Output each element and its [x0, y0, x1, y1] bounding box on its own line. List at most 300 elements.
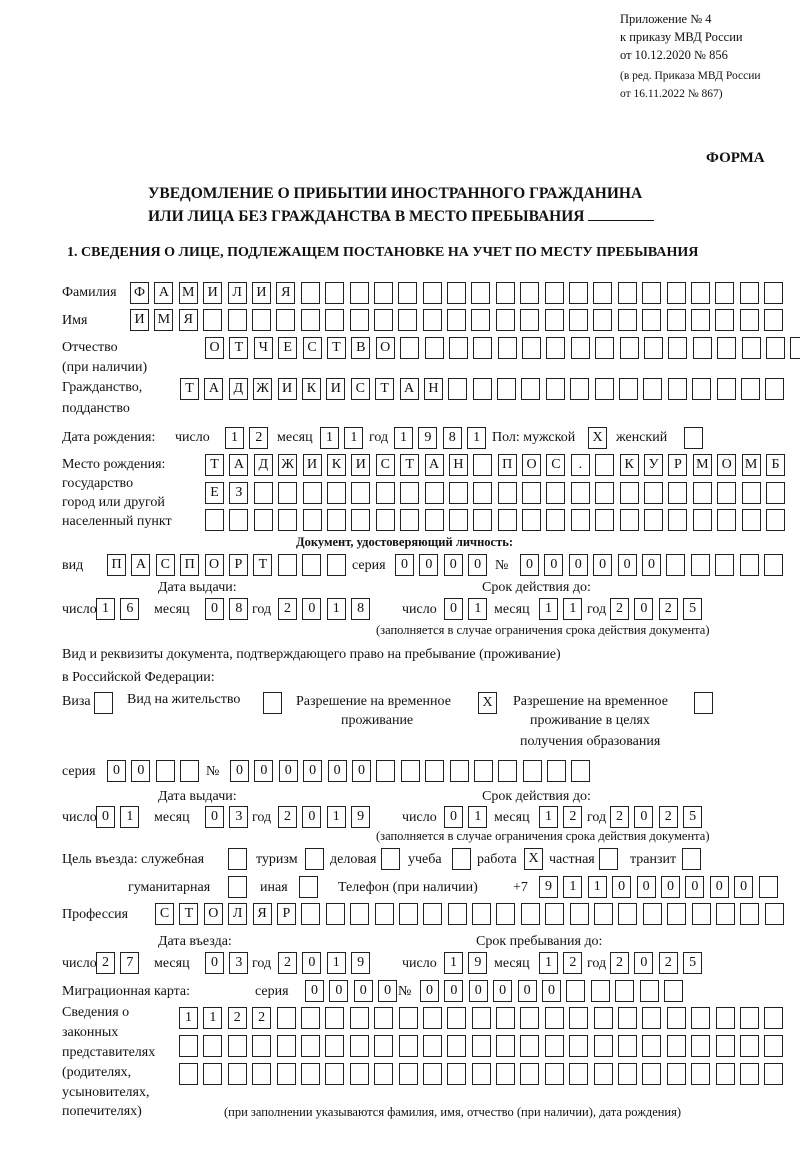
- char-box[interactable]: [618, 309, 637, 331]
- char-box[interactable]: 1: [327, 806, 346, 828]
- char-box[interactable]: [740, 1035, 759, 1057]
- char-box[interactable]: О: [522, 454, 541, 476]
- char-box[interactable]: [205, 509, 224, 531]
- purpose-private-checkbox[interactable]: [599, 848, 618, 870]
- dob-month-field[interactable]: [320, 427, 363, 449]
- char-box[interactable]: 0: [352, 760, 371, 782]
- char-box[interactable]: 5: [683, 806, 702, 828]
- char-box[interactable]: 2: [563, 952, 582, 974]
- char-box[interactable]: [520, 1007, 539, 1029]
- residence-checkbox[interactable]: [263, 692, 282, 714]
- profession-field[interactable]: [155, 903, 784, 925]
- char-box[interactable]: А: [229, 454, 248, 476]
- purpose-official-checkbox[interactable]: [228, 848, 247, 870]
- char-box[interactable]: [741, 378, 760, 400]
- char-box[interactable]: [618, 903, 637, 925]
- char-box[interactable]: 1: [203, 1007, 222, 1029]
- char-box[interactable]: 0: [637, 876, 656, 898]
- id-valid-year-field[interactable]: [610, 598, 702, 620]
- dob-day-field[interactable]: [225, 427, 268, 449]
- char-box[interactable]: [759, 876, 778, 898]
- purpose-transit-checkbox[interactable]: [682, 848, 701, 870]
- char-box[interactable]: С: [376, 454, 395, 476]
- char-box[interactable]: К: [620, 454, 639, 476]
- char-box[interactable]: 0: [444, 554, 463, 576]
- char-box[interactable]: О: [205, 554, 224, 576]
- char-box[interactable]: 2: [610, 806, 629, 828]
- char-box[interactable]: [278, 554, 297, 576]
- char-box[interactable]: [327, 554, 346, 576]
- char-box[interactable]: [278, 482, 297, 504]
- char-box[interactable]: [399, 903, 418, 925]
- char-box[interactable]: 3: [229, 952, 248, 974]
- char-box[interactable]: [496, 1007, 515, 1029]
- purpose-business-checkbox[interactable]: [381, 848, 400, 870]
- char-box[interactable]: Р: [229, 554, 248, 576]
- char-box[interactable]: В: [351, 337, 370, 359]
- char-box[interactable]: 1: [96, 598, 115, 620]
- char-box[interactable]: 0: [661, 876, 680, 898]
- char-box[interactable]: [277, 1007, 296, 1029]
- char-box[interactable]: [303, 482, 322, 504]
- char-box[interactable]: [668, 509, 687, 531]
- char-box[interactable]: [522, 337, 541, 359]
- char-box[interactable]: 1: [394, 427, 413, 449]
- char-box[interactable]: [496, 1063, 515, 1085]
- entry-year-field[interactable]: [278, 952, 370, 974]
- char-box[interactable]: 1: [539, 806, 558, 828]
- char-box[interactable]: [473, 378, 492, 400]
- char-box[interactable]: Т: [229, 337, 248, 359]
- char-box[interactable]: [642, 1035, 661, 1057]
- char-box[interactable]: 0: [107, 760, 126, 782]
- pob-field-1[interactable]: [205, 454, 785, 476]
- char-box[interactable]: [498, 337, 517, 359]
- char-box[interactable]: [472, 1063, 491, 1085]
- char-box[interactable]: [94, 692, 113, 714]
- char-box[interactable]: 8: [351, 598, 370, 620]
- char-box[interactable]: [326, 903, 345, 925]
- rd-valid-year-field[interactable]: [610, 806, 702, 828]
- char-box[interactable]: 0: [230, 760, 249, 782]
- char-box[interactable]: [593, 282, 612, 304]
- char-box[interactable]: [496, 282, 515, 304]
- char-box[interactable]: Ж: [278, 454, 297, 476]
- char-box[interactable]: [447, 1035, 466, 1057]
- char-box[interactable]: [325, 309, 344, 331]
- id-kind-field[interactable]: [107, 554, 346, 576]
- visa-checkbox[interactable]: [94, 692, 113, 714]
- char-box[interactable]: 1: [344, 427, 363, 449]
- char-box[interactable]: 0: [395, 554, 414, 576]
- id-valid-day-field[interactable]: [444, 598, 487, 620]
- char-box[interactable]: [277, 1063, 296, 1085]
- char-box[interactable]: И: [252, 282, 271, 304]
- char-box[interactable]: М: [693, 454, 712, 476]
- char-box[interactable]: [228, 876, 247, 898]
- char-box[interactable]: 0: [302, 806, 321, 828]
- char-box[interactable]: 2: [610, 952, 629, 974]
- char-box[interactable]: 0: [634, 952, 653, 974]
- char-box[interactable]: 1: [539, 598, 558, 620]
- char-box[interactable]: [668, 337, 687, 359]
- char-box[interactable]: [425, 760, 444, 782]
- char-box[interactable]: [496, 903, 515, 925]
- char-box[interactable]: А: [425, 454, 444, 476]
- purpose-work-checkbox[interactable]: [524, 848, 543, 870]
- char-box[interactable]: [447, 1007, 466, 1029]
- char-box[interactable]: А: [131, 554, 150, 576]
- char-box[interactable]: 5: [683, 952, 702, 974]
- char-box[interactable]: [717, 509, 736, 531]
- char-box[interactable]: [375, 903, 394, 925]
- char-box[interactable]: [423, 903, 442, 925]
- char-box[interactable]: [715, 309, 734, 331]
- char-box[interactable]: Л: [228, 282, 247, 304]
- char-box[interactable]: А: [154, 282, 173, 304]
- char-box[interactable]: [401, 760, 420, 782]
- char-box[interactable]: [595, 378, 614, 400]
- char-box[interactable]: 3: [229, 806, 248, 828]
- id-issue-year-field[interactable]: [278, 598, 370, 620]
- char-box[interactable]: [620, 337, 639, 359]
- char-box[interactable]: О: [204, 903, 223, 925]
- char-box[interactable]: [668, 482, 687, 504]
- char-box[interactable]: [546, 482, 565, 504]
- char-box[interactable]: 2: [659, 952, 678, 974]
- char-box[interactable]: 1: [179, 1007, 198, 1029]
- char-box[interactable]: 0: [618, 554, 637, 576]
- char-box[interactable]: 0: [444, 806, 463, 828]
- char-box[interactable]: [228, 309, 247, 331]
- char-box[interactable]: 0: [518, 980, 537, 1002]
- char-box[interactable]: [179, 1035, 198, 1057]
- char-box[interactable]: 8: [229, 598, 248, 620]
- char-box[interactable]: [252, 1035, 271, 1057]
- char-box[interactable]: [252, 309, 271, 331]
- char-box[interactable]: [350, 1007, 369, 1029]
- id-number-field[interactable]: [520, 554, 783, 576]
- char-box[interactable]: 2: [278, 806, 297, 828]
- char-box[interactable]: [496, 1035, 515, 1057]
- char-box[interactable]: [301, 1063, 320, 1085]
- char-box[interactable]: М: [154, 309, 173, 331]
- char-box[interactable]: [374, 309, 393, 331]
- char-box[interactable]: [498, 509, 517, 531]
- char-box[interactable]: [301, 1007, 320, 1029]
- char-box[interactable]: [276, 309, 295, 331]
- char-box[interactable]: [693, 482, 712, 504]
- char-box[interactable]: [263, 692, 282, 714]
- char-box[interactable]: [570, 903, 589, 925]
- char-box[interactable]: 1: [120, 806, 139, 828]
- char-box[interactable]: Ф: [130, 282, 149, 304]
- char-box[interactable]: [399, 1063, 418, 1085]
- trp-checkbox[interactable]: [478, 692, 497, 714]
- char-box[interactable]: 2: [563, 806, 582, 828]
- char-box[interactable]: [618, 1063, 637, 1085]
- char-box[interactable]: [691, 282, 710, 304]
- char-box[interactable]: [594, 1063, 613, 1085]
- char-box[interactable]: 5: [683, 598, 702, 620]
- char-box[interactable]: [790, 337, 800, 359]
- char-box[interactable]: 0: [205, 806, 224, 828]
- char-box[interactable]: [521, 378, 540, 400]
- char-box[interactable]: [667, 903, 686, 925]
- char-box[interactable]: [693, 337, 712, 359]
- char-box[interactable]: Т: [205, 454, 224, 476]
- char-box[interactable]: [450, 760, 469, 782]
- char-box[interactable]: 0: [444, 598, 463, 620]
- char-box[interactable]: [447, 309, 466, 331]
- char-box[interactable]: И: [130, 309, 149, 331]
- char-box[interactable]: [764, 282, 783, 304]
- char-box[interactable]: [618, 282, 637, 304]
- char-box[interactable]: [301, 309, 320, 331]
- char-box[interactable]: Ч: [254, 337, 273, 359]
- char-box[interactable]: [571, 337, 590, 359]
- char-box[interactable]: [691, 1063, 710, 1085]
- reps-field-3[interactable]: [179, 1063, 783, 1085]
- char-box[interactable]: [569, 309, 588, 331]
- char-box[interactable]: [740, 1007, 759, 1029]
- char-box[interactable]: [546, 509, 565, 531]
- char-box[interactable]: 0: [734, 876, 753, 898]
- rd-issue-year-field[interactable]: [278, 806, 370, 828]
- mc-series-field[interactable]: [305, 980, 397, 1002]
- char-box[interactable]: [203, 1063, 222, 1085]
- char-box[interactable]: [766, 337, 785, 359]
- char-box[interactable]: 0: [131, 760, 150, 782]
- char-box[interactable]: 2: [96, 952, 115, 974]
- char-box[interactable]: X: [588, 427, 607, 449]
- char-box[interactable]: [643, 378, 662, 400]
- char-box[interactable]: 1: [327, 598, 346, 620]
- char-box[interactable]: [423, 1063, 442, 1085]
- char-box[interactable]: [692, 378, 711, 400]
- char-box[interactable]: [545, 1035, 564, 1057]
- char-box[interactable]: [594, 1007, 613, 1029]
- char-box[interactable]: Т: [180, 378, 199, 400]
- char-box[interactable]: [615, 980, 634, 1002]
- reps-field-2[interactable]: [179, 1035, 783, 1057]
- char-box[interactable]: [740, 309, 759, 331]
- char-box[interactable]: [400, 482, 419, 504]
- char-box[interactable]: Я: [179, 309, 198, 331]
- char-box[interactable]: [715, 554, 734, 576]
- char-box[interactable]: [545, 1007, 564, 1029]
- char-box[interactable]: 0: [468, 554, 487, 576]
- entry-day-field[interactable]: [96, 952, 139, 974]
- char-box[interactable]: [642, 1007, 661, 1029]
- char-box[interactable]: [764, 554, 783, 576]
- char-box[interactable]: [570, 378, 589, 400]
- char-box[interactable]: [692, 903, 711, 925]
- char-box[interactable]: З: [229, 482, 248, 504]
- pob-field-2[interactable]: [205, 482, 785, 504]
- stay-day-field[interactable]: [444, 952, 487, 974]
- char-box[interactable]: 0: [305, 980, 324, 1002]
- char-box[interactable]: [400, 337, 419, 359]
- char-box[interactable]: М: [742, 454, 761, 476]
- char-box[interactable]: [642, 1063, 661, 1085]
- char-box[interactable]: [716, 1035, 735, 1057]
- rd-valid-month-field[interactable]: [539, 806, 582, 828]
- char-box[interactable]: 2: [252, 1007, 271, 1029]
- rd-issue-month-field[interactable]: [205, 806, 248, 828]
- char-box[interactable]: [203, 309, 222, 331]
- char-box[interactable]: [716, 1007, 735, 1029]
- char-box[interactable]: [569, 1035, 588, 1057]
- char-box[interactable]: К: [302, 378, 321, 400]
- char-box[interactable]: [716, 903, 735, 925]
- char-box[interactable]: 9: [351, 806, 370, 828]
- char-box[interactable]: [764, 1007, 783, 1029]
- char-box[interactable]: [522, 509, 541, 531]
- sex-female-checkbox[interactable]: [684, 427, 703, 449]
- char-box[interactable]: [351, 482, 370, 504]
- char-box[interactable]: 1: [444, 952, 463, 974]
- char-box[interactable]: [619, 378, 638, 400]
- char-box[interactable]: [471, 309, 490, 331]
- char-box[interactable]: [325, 1035, 344, 1057]
- char-box[interactable]: [299, 876, 318, 898]
- char-box[interactable]: [520, 1063, 539, 1085]
- purpose-other-checkbox[interactable]: [299, 876, 318, 898]
- dob-year-field[interactable]: [394, 427, 486, 449]
- char-box[interactable]: [667, 1007, 686, 1029]
- char-box[interactable]: 6: [120, 598, 139, 620]
- char-box[interactable]: [766, 509, 785, 531]
- char-box[interactable]: [766, 482, 785, 504]
- char-box[interactable]: [472, 903, 491, 925]
- char-box[interactable]: [400, 509, 419, 531]
- char-box[interactable]: У: [644, 454, 663, 476]
- char-box[interactable]: [179, 1063, 198, 1085]
- char-box[interactable]: [301, 282, 320, 304]
- char-box[interactable]: 1: [588, 876, 607, 898]
- char-box[interactable]: О: [376, 337, 395, 359]
- char-box[interactable]: 0: [542, 980, 561, 1002]
- char-box[interactable]: 0: [329, 980, 348, 1002]
- char-box[interactable]: [496, 309, 515, 331]
- char-box[interactable]: [691, 1035, 710, 1057]
- char-box[interactable]: [449, 509, 468, 531]
- char-box[interactable]: 1: [225, 427, 244, 449]
- char-box[interactable]: [350, 1063, 369, 1085]
- entry-month-field[interactable]: [205, 952, 248, 974]
- char-box[interactable]: [471, 282, 490, 304]
- char-box[interactable]: [667, 309, 686, 331]
- char-box[interactable]: [423, 1007, 442, 1029]
- char-box[interactable]: [203, 1035, 222, 1057]
- mc-number-field[interactable]: [420, 980, 683, 1002]
- char-box[interactable]: [640, 980, 659, 1002]
- rd-series-field[interactable]: [107, 760, 199, 782]
- char-box[interactable]: [620, 509, 639, 531]
- char-box[interactable]: 2: [610, 598, 629, 620]
- char-box[interactable]: И: [351, 454, 370, 476]
- char-box[interactable]: 0: [544, 554, 563, 576]
- char-box[interactable]: [350, 282, 369, 304]
- char-box[interactable]: [740, 1063, 759, 1085]
- char-box[interactable]: 0: [419, 554, 438, 576]
- rd-number-field[interactable]: [230, 760, 590, 782]
- char-box[interactable]: [425, 337, 444, 359]
- char-box[interactable]: А: [204, 378, 223, 400]
- id-issue-month-field[interactable]: [205, 598, 248, 620]
- char-box[interactable]: [594, 1035, 613, 1057]
- char-box[interactable]: Т: [327, 337, 346, 359]
- char-box[interactable]: 8: [443, 427, 462, 449]
- trp-edu-checkbox[interactable]: [694, 692, 713, 714]
- char-box[interactable]: [448, 378, 467, 400]
- char-box[interactable]: [254, 482, 273, 504]
- char-box[interactable]: [595, 454, 614, 476]
- purpose-study-checkbox[interactable]: [452, 848, 471, 870]
- char-box[interactable]: 0: [420, 980, 439, 1002]
- char-box[interactable]: [694, 692, 713, 714]
- char-box[interactable]: [520, 309, 539, 331]
- char-box[interactable]: [765, 378, 784, 400]
- char-box[interactable]: [523, 760, 542, 782]
- char-box[interactable]: [667, 1035, 686, 1057]
- char-box[interactable]: [594, 903, 613, 925]
- stay-month-field[interactable]: [539, 952, 582, 974]
- char-box[interactable]: [742, 337, 761, 359]
- char-box[interactable]: [644, 337, 663, 359]
- char-box[interactable]: [252, 1063, 271, 1085]
- char-box[interactable]: [618, 1035, 637, 1057]
- char-box[interactable]: Д: [229, 378, 248, 400]
- char-box[interactable]: [473, 337, 492, 359]
- char-box[interactable]: 1: [539, 952, 558, 974]
- char-box[interactable]: [497, 378, 516, 400]
- char-box[interactable]: Р: [668, 454, 687, 476]
- char-box[interactable]: 1: [563, 598, 582, 620]
- char-box[interactable]: С: [155, 903, 174, 925]
- char-box[interactable]: [473, 454, 492, 476]
- char-box[interactable]: [642, 282, 661, 304]
- char-box[interactable]: [229, 509, 248, 531]
- char-box[interactable]: 2: [228, 1007, 247, 1029]
- char-box[interactable]: [591, 980, 610, 1002]
- char-box[interactable]: [474, 760, 493, 782]
- char-box[interactable]: [693, 509, 712, 531]
- char-box[interactable]: Т: [375, 378, 394, 400]
- char-box[interactable]: С: [546, 454, 565, 476]
- char-box[interactable]: [449, 482, 468, 504]
- char-box[interactable]: [571, 509, 590, 531]
- name-field[interactable]: [130, 309, 783, 331]
- rd-issue-day-field[interactable]: [96, 806, 139, 828]
- pob-field-3[interactable]: [205, 509, 785, 531]
- char-box[interactable]: М: [179, 282, 198, 304]
- char-box[interactable]: [569, 282, 588, 304]
- patronymic-field[interactable]: [205, 337, 800, 359]
- char-box[interactable]: 0: [520, 554, 539, 576]
- char-box[interactable]: X: [478, 692, 497, 714]
- char-box[interactable]: [765, 903, 784, 925]
- char-box[interactable]: С: [351, 378, 370, 400]
- char-box[interactable]: [228, 1063, 247, 1085]
- char-box[interactable]: 1: [320, 427, 339, 449]
- char-box[interactable]: И: [203, 282, 222, 304]
- char-box[interactable]: [376, 509, 395, 531]
- char-box[interactable]: 0: [378, 980, 397, 1002]
- char-box[interactable]: [374, 282, 393, 304]
- char-box[interactable]: [717, 482, 736, 504]
